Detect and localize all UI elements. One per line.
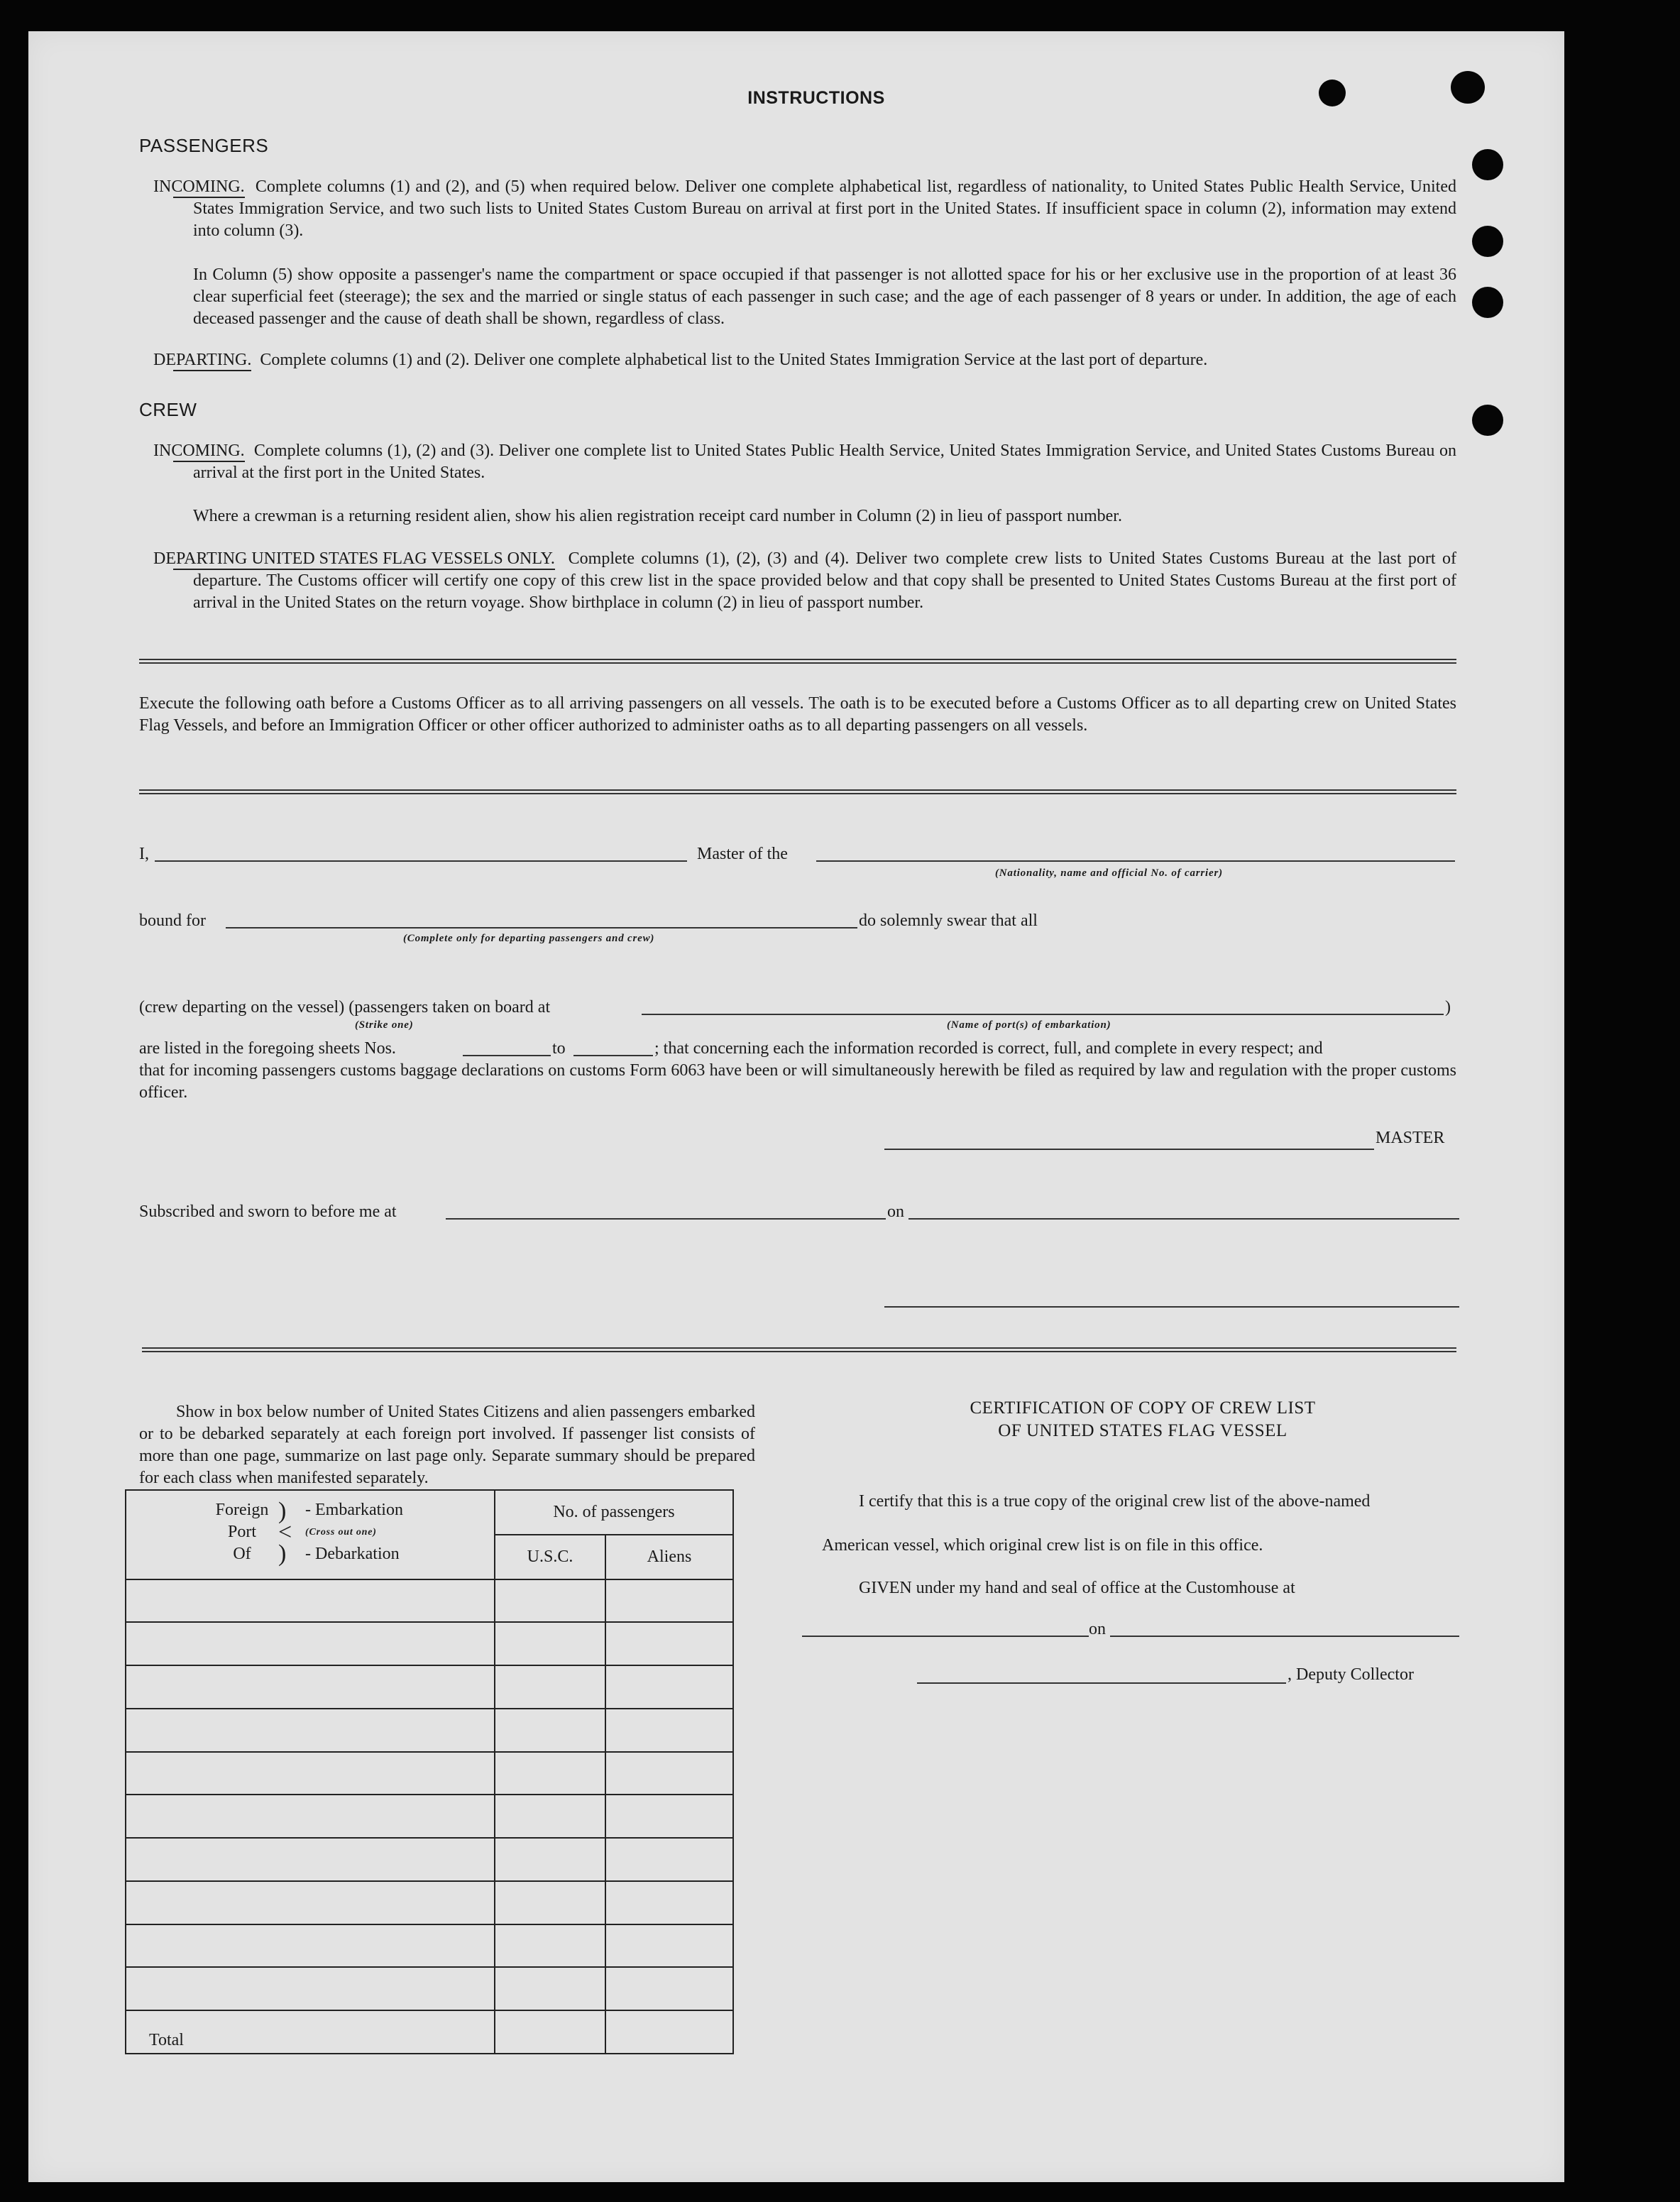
certification-title-line1: CERTIFICATION OF COPY OF CREW LIST (970, 1398, 1316, 1418)
of-label: Of (233, 1545, 251, 1563)
punch-hole (1472, 149, 1503, 180)
certification-date-field[interactable] (1110, 1636, 1459, 1637)
summary-instructions: Show in box below number of United States Citizens and alien passengers embarked or to be debarked separately at each foreign port involved. If passenger list consists of more than one page, summarize on last page only. Separate summary should be prepared for each class when manifested separately. (139, 1403, 755, 1487)
crew-heading: CREW (139, 399, 197, 420)
passengers-heading: PASSENGERS (139, 135, 269, 156)
master-name-field[interactable] (155, 860, 687, 862)
master-label: MASTER (1376, 1129, 1445, 1147)
given-text: GIVEN under my hand and seal of office at the Customhouse at (859, 1579, 1295, 1597)
foreign-label: Foreign (215, 1501, 269, 1519)
officer-signature-field[interactable] (884, 1306, 1459, 1308)
ports-embarkation-field[interactable] (642, 1014, 1444, 1015)
bound-for-label: bound for (139, 911, 206, 930)
usc-cell[interactable] (495, 1709, 605, 1752)
passengers-incoming-label: INCOMING. (173, 177, 245, 198)
passengers-incoming-paragraph (153, 176, 1456, 242)
port-cell[interactable] (126, 1795, 495, 1838)
listed-post: ; that concerning each the information recorded is correct, full, and complete in every respect; and (654, 1039, 1323, 1058)
aliens-cell[interactable] (605, 1967, 733, 2010)
port-cell[interactable] (126, 1665, 495, 1709)
usc-cell[interactable] (495, 1881, 605, 1924)
section-divider (139, 659, 1456, 664)
master-of-label: Master of the (697, 845, 788, 863)
strike-caption: (Strike one) (355, 1019, 414, 1031)
port-cell[interactable] (126, 1838, 495, 1881)
customhouse-field[interactable] (802, 1636, 1089, 1637)
certification-on-label: on (1089, 1620, 1106, 1638)
passengers-departing-label: DEPARTING. (173, 350, 251, 371)
sheet-to-field[interactable] (573, 1055, 653, 1056)
debarkation-label: - Debarkation (305, 1545, 400, 1563)
crew-departing-paragraph (153, 548, 1456, 614)
aliens-cell[interactable] (605, 1579, 733, 1623)
usc-cell[interactable] (495, 1665, 605, 1709)
brace-glyph: ) < ) (278, 1498, 292, 1567)
port-cell[interactable] (126, 1924, 495, 1968)
embarkation-label: - Embarkation (305, 1501, 403, 1519)
swear-label: do solemnly swear that all (859, 911, 1038, 930)
aliens-header: Aliens (605, 1535, 733, 1579)
nationality-caption: (Nationality, name and official No. of carrier) (995, 867, 1223, 879)
crew-departing-label: (crew departing on the vessel) (passengers taken on board at (139, 998, 551, 1017)
master-signature-field[interactable] (884, 1149, 1374, 1150)
total-aliens-cell[interactable] (605, 2010, 733, 2054)
deputy-collector-label: , Deputy Collector (1288, 1665, 1414, 1684)
subscribed-label: Subscribed and sworn to before me at (139, 1203, 397, 1221)
aliens-cell[interactable] (605, 1752, 733, 1795)
aliens-cell[interactable] (605, 1881, 733, 1924)
sheet-from-field[interactable] (463, 1055, 551, 1056)
subscribed-place-field[interactable] (446, 1218, 886, 1220)
no-passengers-header: No. of passengers (495, 1490, 733, 1535)
punch-hole (1472, 405, 1503, 436)
port-cell[interactable] (126, 1881, 495, 1924)
aliens-cell[interactable] (605, 1709, 733, 1752)
usc-cell[interactable] (495, 1622, 605, 1665)
passengers-departing-text: Complete columns (1) and (2). Deliver one complete alphabetical list to the United States Immigration Service at the last port of departure. (260, 351, 1208, 369)
foreign-port-header (126, 1490, 495, 1579)
aliens-cell[interactable] (605, 1795, 733, 1838)
section-divider (139, 789, 1456, 794)
usc-cell[interactable] (495, 1838, 605, 1881)
deputy-signature-field[interactable] (917, 1682, 1286, 1684)
punch-hole (1472, 287, 1503, 318)
punch-hole (1472, 226, 1503, 257)
passenger-summary-table (125, 1489, 734, 2054)
aliens-cell[interactable] (605, 1665, 733, 1709)
port-cell[interactable] (126, 1967, 495, 2010)
usc-cell[interactable] (495, 1579, 605, 1623)
passengers-incoming-text: Complete columns (1) and (2), and (5) when required below. Deliver one complete alphabetical list, regardless of nationality, to United States Public Health Service, United States Immigration Service, and two such lists to United States Custom Bureau on arrival at first port in the United States. If insufficient space in column (2), information may extend into column (3). (193, 177, 1456, 240)
cross-out-caption: (Cross out one) (305, 1527, 377, 1538)
complete-only-caption: (Complete only for departing passengers and crew) (403, 933, 655, 944)
subscribed-on-label: on (887, 1203, 904, 1221)
oath-i-label: I, (139, 845, 149, 863)
usc-header: U.S.C. (495, 1535, 605, 1579)
crew-incoming-label: INCOMING. (173, 441, 245, 462)
usc-cell[interactable] (495, 1924, 605, 1968)
listed-pre: are listed in the foregoing sheets Nos. (139, 1039, 396, 1058)
listed-rest: that for incoming passengers customs baggage declarations on customs Form 6063 have been or will simultaneously herewith be filed as required by law and regulation with the proper customs officer. (139, 1061, 1456, 1102)
port-label: Port (227, 1523, 256, 1541)
bound-for-field[interactable] (226, 927, 857, 929)
usc-cell[interactable] (495, 1752, 605, 1795)
port-cell[interactable] (126, 1709, 495, 1752)
ports-caption: (Name of port(s) of embarkation) (947, 1019, 1111, 1031)
section-divider (142, 1347, 1456, 1352)
certify-line2: American vessel, which original crew list is on file in this office. (822, 1536, 1263, 1555)
aliens-cell[interactable] (605, 1622, 733, 1665)
page-title: INSTRUCTIONS (747, 88, 885, 108)
aliens-cell[interactable] (605, 1838, 733, 1881)
passengers-column5-paragraph: In Column (5) show opposite a passenger's name the compartment or space occupied if that passenger is not allotted space for his or her exclusive use in the proportion of at least 36 clear superficial feet (steerage); the sex and the married or single status of each passenger in such case; and the age of each passenger of 8 years or under. In addition, the age of each deceased passenger and the cause of death shall be shown, regardless of class. (193, 265, 1456, 328)
crew-departing-text: Complete columns (1), (2), (3) and (4). Deliver two complete crew lists to United States Customs Bureau at the last port of departure. The Customs officer will certify one copy of this crew list in the space provided below and that copy shall be presented to United States Customs Bureau at the first port of arrival in the United States on the return voyage. Show birthplace in column (2) in lieu of passport number. (193, 549, 1456, 612)
port-cell[interactable] (126, 1752, 495, 1795)
usc-cell[interactable] (495, 1795, 605, 1838)
usc-cell[interactable] (495, 1967, 605, 2010)
oath-intro: Execute the following oath before a Customs Officer as to all arriving passengers on all vessels. The oath is to be executed before a Customs Officer as to all departing crew on United States Flag Vessels, and before an Immigration Officer or other officer authorized to administer oaths as to all departing passengers on all vessels. (139, 694, 1456, 735)
subscribed-date-field[interactable] (908, 1218, 1459, 1220)
port-cell[interactable] (126, 1579, 495, 1623)
close-paren: ) (1445, 998, 1451, 1017)
passengers-departing-paragraph (153, 349, 1456, 371)
certify-line1: I certify that this is a true copy of the original crew list of the above-named (859, 1492, 1371, 1511)
carrier-field[interactable] (816, 860, 1455, 862)
port-cell[interactable] (126, 1622, 495, 1665)
aliens-cell[interactable] (605, 1924, 733, 1968)
listed-to: to (552, 1039, 566, 1058)
certification-title-line2: OF UNITED STATES FLAG VESSEL (998, 1421, 1288, 1440)
crew-incoming-text: Complete columns (1), (2) and (3). Deliver one complete list to United States Public Health Service, United States Immigration Service, and United States Customs Bureau on arrival at the first port in the United States. (193, 442, 1457, 482)
crew-departing-label: DEPARTING UNITED STATES FLAG VESSELS ONLY. (173, 549, 555, 570)
total-usc-cell[interactable] (495, 2010, 605, 2054)
total-label: Total (126, 2010, 495, 2054)
crew-resident-paragraph: Where a crewman is a returning resident alien, show his alien registration receipt card number in Column (2) in lieu of passport number. (193, 507, 1122, 525)
crew-incoming-paragraph (153, 440, 1457, 484)
